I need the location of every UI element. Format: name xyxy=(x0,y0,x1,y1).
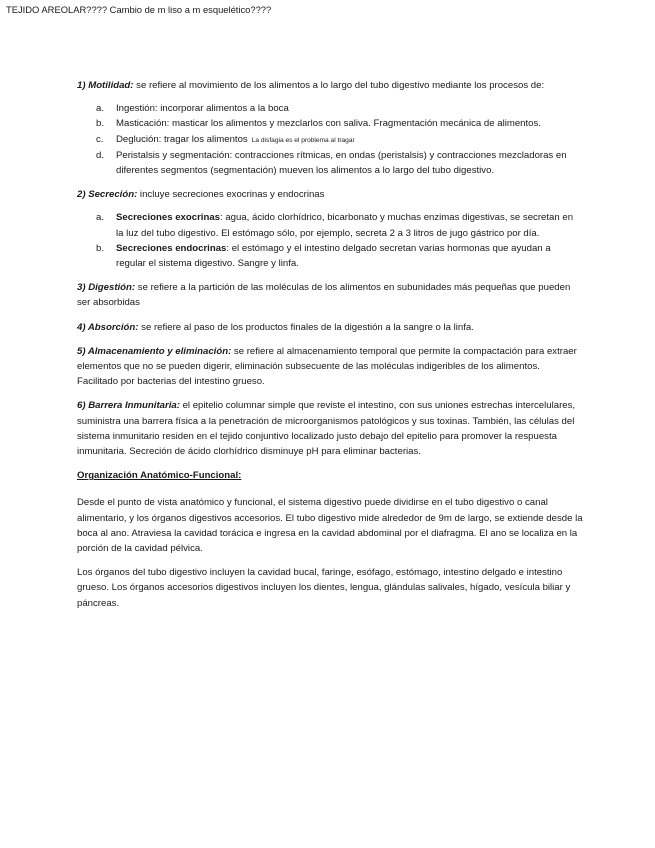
list-item xyxy=(96,148,583,178)
document-body xyxy=(77,78,583,620)
section-title: 4) Absorción: xyxy=(77,321,139,333)
section-paragraph xyxy=(77,280,583,310)
list-marker: b. xyxy=(96,242,105,254)
section-text: se refiere al paso de los productos finales de la digestión a la sangre o la linfa. xyxy=(138,321,474,333)
organization-paragraph: Desde el punto de vista anatómico y funcional, el sistema digestivo puede dividirse en el tubo digestivo o canal alimentario, y los órganos digestivos accesorios. El tubo digestivo mide alrededor de 9m de largo, se extiende desde la boca al ano. Atraviesa la cavidad torácica e ingresa en la cavidad abdominal por el diafragma. El ano se localiza en la porción de la cavidad pélvica. xyxy=(77,497,583,555)
list-item-bold: Secreciones exocrinas xyxy=(116,212,220,224)
list-item xyxy=(96,116,583,131)
section-paragraph xyxy=(77,320,583,335)
list-marker: b. xyxy=(96,118,105,130)
list-item xyxy=(96,241,583,271)
list-item-text: Masticación: masticar los alimentos y mezclarlos con saliva. Fragmentación mecánica de alimentos. xyxy=(116,118,541,130)
section-title: 2) Secreción: xyxy=(77,189,138,201)
section-text: se refiere al movimiento de los alimentos a lo largo del tubo digestivo mediante los procesos de: xyxy=(133,80,545,91)
list-marker: a. xyxy=(96,103,105,115)
list-marker: a. xyxy=(96,212,105,224)
list-item-text: : el estómago y el intestino delgado secretan varias hormonas que ayudan a regular el sistema digestivo. Sangre y linfa. xyxy=(116,242,551,270)
section-paragraph xyxy=(77,398,583,459)
section-paragraph xyxy=(77,78,583,93)
organization-heading: Organización Anatómico-Funcional: xyxy=(77,470,242,482)
list-item-text: Peristalsis y segmentación: contracciones rítmicas, en ondas (peristalsis) y contracciones mezcladoras en diferentes segmentos (segmentación) mueven los alimentos a lo largo del tubo digestivo. xyxy=(116,149,567,177)
organization-paragraph: Los órganos del tubo digestivo incluyen la cavidad bucal, faringe, esófago, estómago, intestino delgado e intestino grueso. Los órganos accesorios digestivos incluyen los dientes, lengua, glándulas salivales, hígado, vesícula biliar y páncreas. xyxy=(77,567,571,609)
list-item-text: : agua, ácido clorhídrico, bicarbonato y muchas enzimas digestivas, se secretan en la luz del tubo digestivo. El estómago sólo, por ejemplo, secreta 2 a 3 litros de jugo gástrico por día. xyxy=(116,212,574,239)
list-marker: d. xyxy=(96,149,105,161)
list-item-text: Ingestión: incorporar alimentos a la boca xyxy=(116,103,289,115)
list-item-text: Deglución: tragar los alimentos xyxy=(116,133,248,145)
section-title: 3) Digestión: xyxy=(77,282,136,294)
section-barrera xyxy=(77,398,583,459)
list-item xyxy=(96,210,583,240)
motilidad-list xyxy=(77,101,583,178)
section-text: se refiere al almacenamiento temporal que permite la compactación para extraer elementos que no se pueden digerir, eliminación subsecuente de las moléculas indigeribles de los alimentos. Facilitado por bacterias del intestino grueso. xyxy=(77,345,577,388)
list-item-bold: Secreciones endocrinas xyxy=(116,242,227,254)
header-note: TEJIDO AREOLAR???? Cambio de m liso a m esquelético???? xyxy=(6,4,272,15)
section-text: incluye secreciones exocrinas y endocrinas xyxy=(137,189,325,201)
section-text: se refiere a la partición de las moléculas de los alimentos en subunidades más pequeñas que pueden ser absorbidas xyxy=(77,282,571,309)
section-title: 1) Motilidad: xyxy=(77,80,134,91)
list-marker: c. xyxy=(96,133,104,145)
list-item xyxy=(96,101,583,116)
section-almacenamiento xyxy=(77,344,583,390)
section-digestion xyxy=(77,280,583,310)
section-motilidad xyxy=(77,78,583,178)
list-item xyxy=(96,132,583,148)
secrecion-list xyxy=(77,210,583,271)
section-title: 5) Almacenamiento y eliminación: xyxy=(77,345,232,357)
margin-note: La disfagia es el problema al tragar xyxy=(251,136,355,144)
section-absorcion xyxy=(77,320,583,335)
section-title: 6) Barrera Inmunitaria: xyxy=(77,400,180,412)
section-secrecion xyxy=(77,187,583,271)
section-paragraph xyxy=(77,187,583,202)
section-text: el epitelio columnar simple que reviste el intestino, con sus uniones estrechas intercelulares, suministra una barrera física a la penetración de microorganismos patológicos y sus toxinas. También, las células del sistema inmunitario residen en el tejido conjuntivo localizado justo debajo del epitelio para promover la respuesta inmunitaria. Secreción de ácido clorhídrico disminuye pH para eliminar bacterias. xyxy=(77,400,576,458)
section-paragraph xyxy=(77,344,583,390)
